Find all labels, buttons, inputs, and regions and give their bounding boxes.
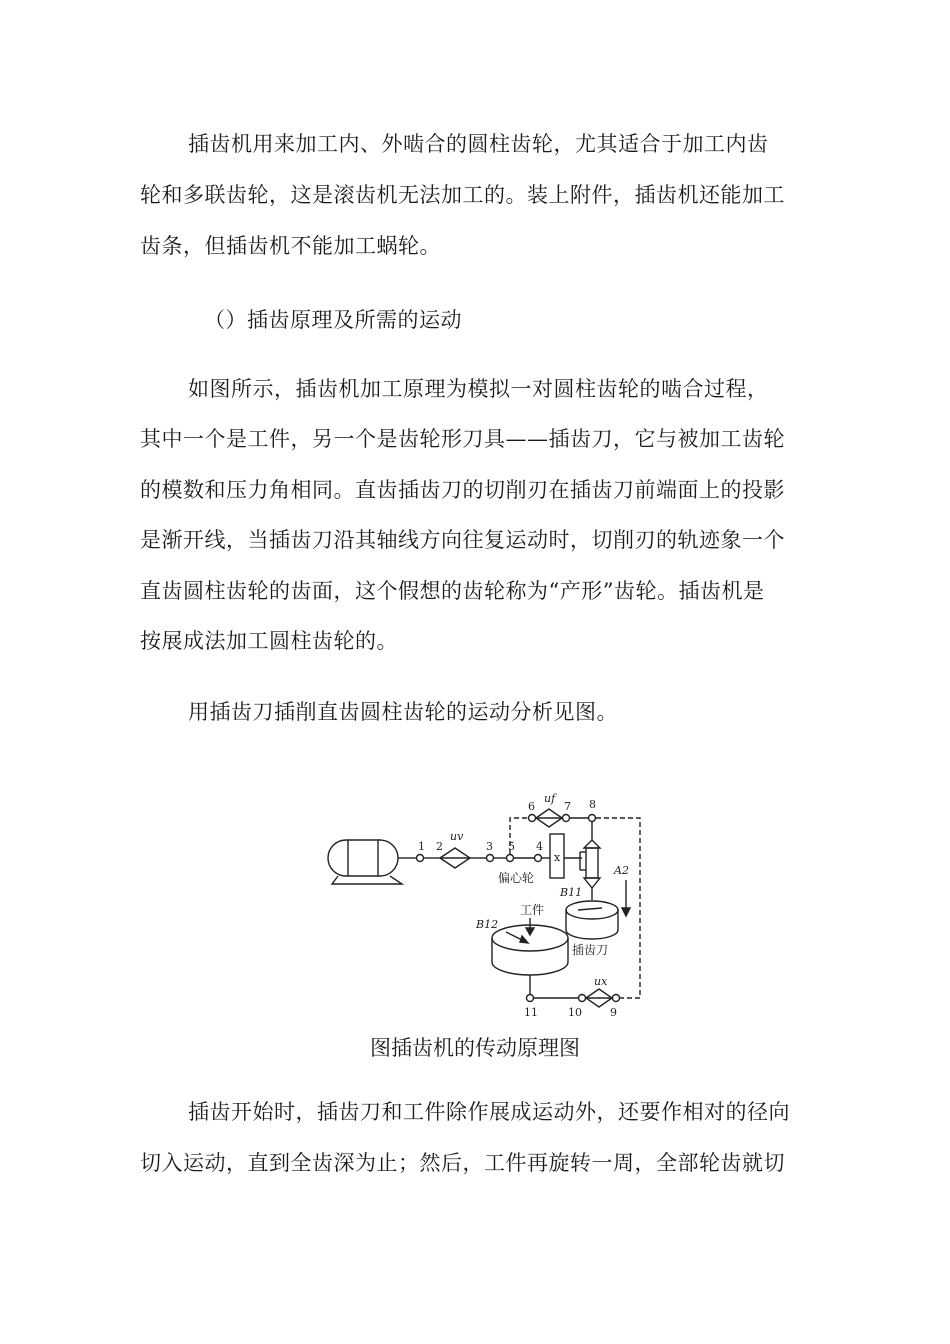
- node-1-label: 1: [418, 840, 425, 853]
- paragraph-2-line-3: 的模数和压力角相同。直齿插齿刀的切削刃在插齿刀前端面上的投影: [140, 478, 785, 502]
- node-9-label: 9: [610, 1006, 617, 1019]
- cutter-label: 插齿刀: [572, 943, 609, 957]
- uv-label: uv: [450, 830, 464, 843]
- paragraph-4-line-2: 切入运动，直到全齿深为止；然后，工件再旋转一周，全部轮齿就切: [140, 1151, 785, 1175]
- paragraph-1-line-2: 轮和多联齿轮，这是滚齿机无法加工的。装上附件，插齿机还能加工: [140, 183, 785, 207]
- workpiece-label: 工件: [520, 903, 545, 917]
- node-8-label: 8: [589, 798, 596, 811]
- eccentric-x-label: x: [554, 851, 561, 864]
- paragraph-2-line-1: 如图所示，插齿机加工原理为模拟一对圆柱齿轮的啮合过程，: [188, 377, 769, 401]
- transmission-diagram: [310, 790, 650, 1030]
- node-2-label: 2: [436, 840, 443, 853]
- workpiece-disc: [492, 918, 568, 975]
- a2-label: A2: [614, 864, 629, 877]
- ux-label: ux: [594, 975, 608, 988]
- node-7-label: 7: [564, 800, 571, 813]
- paragraph-3-line-1: 用插齿刀插削直齿圆柱齿轮的运动分析见图。: [188, 700, 618, 724]
- node-3-label: 3: [486, 840, 493, 853]
- b12-label: B12: [476, 918, 499, 931]
- node-11-label: 11: [524, 1006, 538, 1019]
- cutter-disc: [566, 901, 618, 939]
- motor-icon: [328, 840, 406, 884]
- paragraph-2-line-4: 是渐开线，当插齿刀沿其轴线方向往复运动时，切削刃的轨迹象一个: [140, 528, 785, 552]
- figure-caption: 图插齿机的传动原理图: [370, 1036, 580, 1060]
- uf-label: uf: [544, 792, 556, 805]
- paragraph-1-line-3: 齿条，但插齿机不能加工蜗轮。: [140, 234, 441, 258]
- section-heading: （）插齿原理及所需的运动: [204, 308, 462, 332]
- node-4-label: 4: [536, 840, 543, 853]
- paragraph-2-line-2: 其中一个是工件，另一个是齿轮形刀具——插齿刀，它与被加工齿轮: [140, 427, 785, 451]
- b11-label: B11: [560, 886, 583, 899]
- paragraph-1-line-1: 插齿机用来加工内、外啮合的圆柱齿轮，尤其适合于加工内齿: [188, 132, 769, 156]
- paragraph-2-line-6: 按展成法加工圆柱齿轮的。: [140, 629, 398, 653]
- paragraph-2-line-5: 直齿圆柱齿轮的齿面，这个假想的齿轮称为“产形”齿轮。插齿机是: [140, 579, 765, 603]
- paragraph-4-line-1: 插齿开始时，插齿刀和工件除作展成运动外，还要作相对的径向: [188, 1100, 790, 1124]
- node-6-label: 6: [528, 800, 535, 813]
- eccentric-label: 偏心轮: [498, 871, 535, 885]
- node-5-label: 5: [508, 840, 515, 853]
- node-10-label: 10: [568, 1006, 582, 1019]
